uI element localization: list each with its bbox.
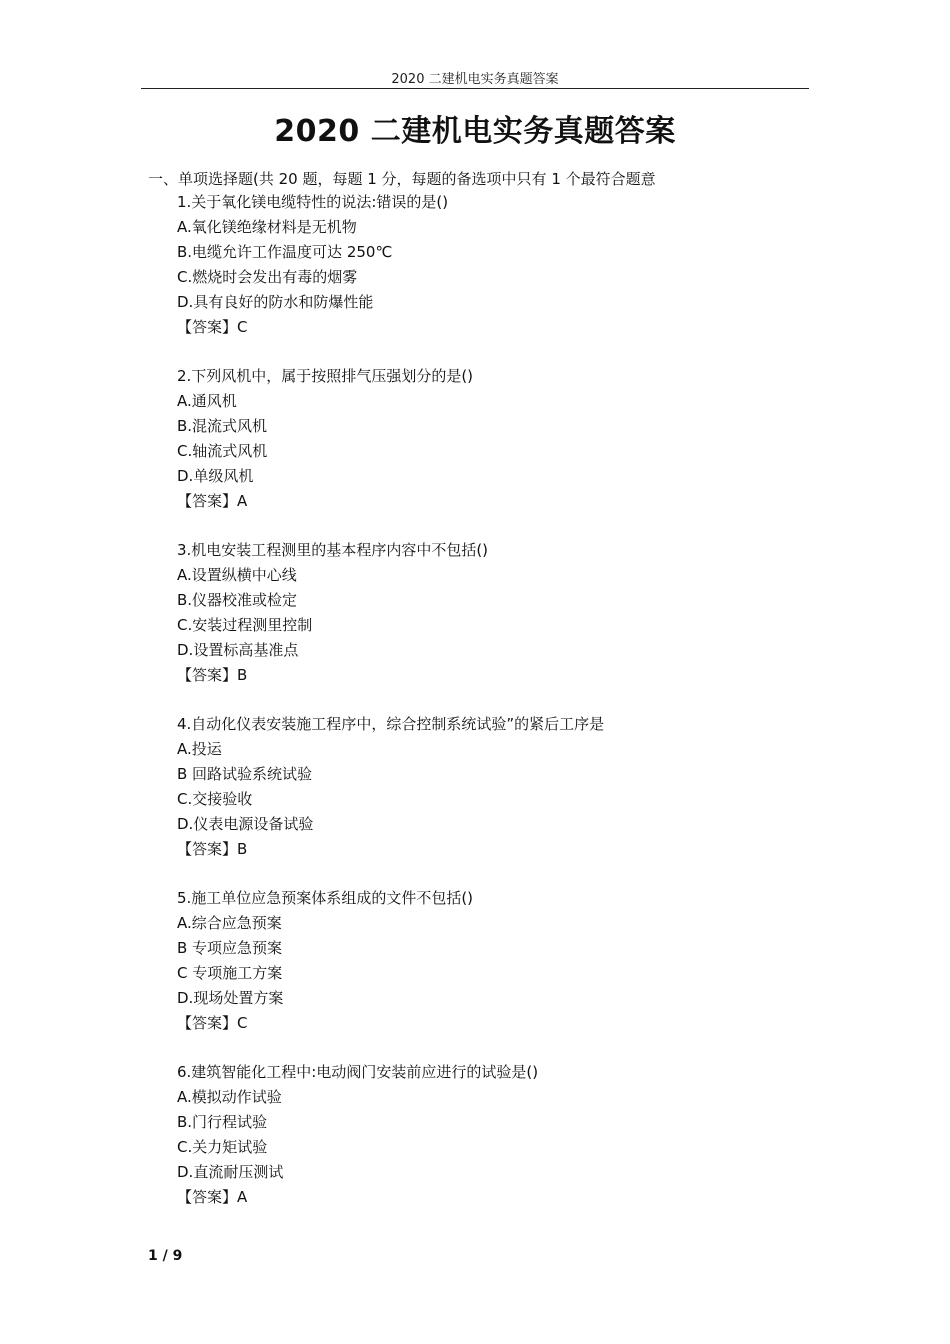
option: A.模拟动作试验 — [177, 1088, 282, 1106]
option: B.电缆允许工作温度可达 250℃ — [177, 243, 393, 261]
answer: 【答案】C — [177, 318, 248, 336]
question-stem: 1.关于氧化镁电缆特性的说法:错误的是() — [177, 193, 449, 211]
option: A.综合应急预案 — [177, 914, 282, 932]
option: A.氧化镁绝缘材料是无机物 — [177, 218, 357, 236]
running-header: 2020 二建机电实务真题答案 — [391, 72, 559, 87]
option: D.具有良好的防水和防爆性能 — [177, 293, 374, 311]
option: C 专项施工方案 — [177, 964, 283, 982]
answer: 【答案】B — [177, 666, 248, 684]
spacer — [177, 688, 797, 712]
option: B 专项应急预案 — [177, 939, 283, 957]
question-stem: 3.机电安装工程测里的基本程序内容中不包括() — [177, 541, 489, 559]
option: C.燃烧时会发出有毒的烟雾 — [177, 268, 358, 286]
section-heading: 一、单项选择题(共 20 题，每题 1 分，每题的备选项中只有 1 个最符合题意 — [148, 170, 656, 188]
answer: 【答案】A — [177, 1188, 248, 1206]
option: C.安装过程测里控制 — [177, 616, 313, 634]
spacer — [177, 1036, 797, 1060]
question-block — [177, 886, 797, 1036]
option: C.关力矩试验 — [177, 1138, 268, 1156]
answer: 【答案】A — [177, 492, 248, 510]
option: B.混流式风机 — [177, 417, 268, 435]
option: C.轴流式风机 — [177, 442, 268, 460]
option: D.直流耐压测试 — [177, 1163, 284, 1181]
option: B.门行程试验 — [177, 1113, 268, 1131]
spacer — [177, 862, 797, 886]
header-rule — [141, 88, 809, 89]
answer: 【答案】C — [177, 1014, 248, 1032]
answer: 【答案】B — [177, 840, 248, 858]
option: D.设置标高基准点 — [177, 641, 299, 659]
option: A.设置纵横中心线 — [177, 566, 297, 584]
document-title: 2020 二建机电实务真题答案 — [274, 114, 676, 149]
question-stem: 4.自动化仪表安装施工程序中，综合控制系统试验”的紧后工序是 — [177, 715, 605, 733]
page-number: 1 / 9 — [148, 1248, 183, 1264]
option: A.投运 — [177, 740, 222, 758]
question-block — [177, 538, 797, 688]
option: A.通风机 — [177, 392, 237, 410]
question-block — [177, 712, 797, 862]
option: B 回路试验系统试验 — [177, 765, 313, 783]
question-stem: 2.下列风机中，属于按照排气压强划分的是() — [177, 367, 474, 385]
question-block — [177, 364, 797, 514]
option: D.仪表电源设备试验 — [177, 815, 314, 833]
question-block — [177, 190, 797, 340]
option: B.仪器校准或检定 — [177, 591, 298, 609]
spacer — [177, 340, 797, 364]
question-list — [177, 190, 797, 1210]
spacer — [177, 514, 797, 538]
option: D.现场处置方案 — [177, 989, 284, 1007]
option: C.交接验收 — [177, 790, 253, 808]
option: D.单级风机 — [177, 467, 254, 485]
question-block — [177, 1060, 797, 1210]
question-stem: 6.建筑智能化工程中:电动阀门安装前应进行的试验是() — [177, 1063, 539, 1081]
question-stem: 5.施工单位应急预案体系组成的文件不包括() — [177, 889, 474, 907]
